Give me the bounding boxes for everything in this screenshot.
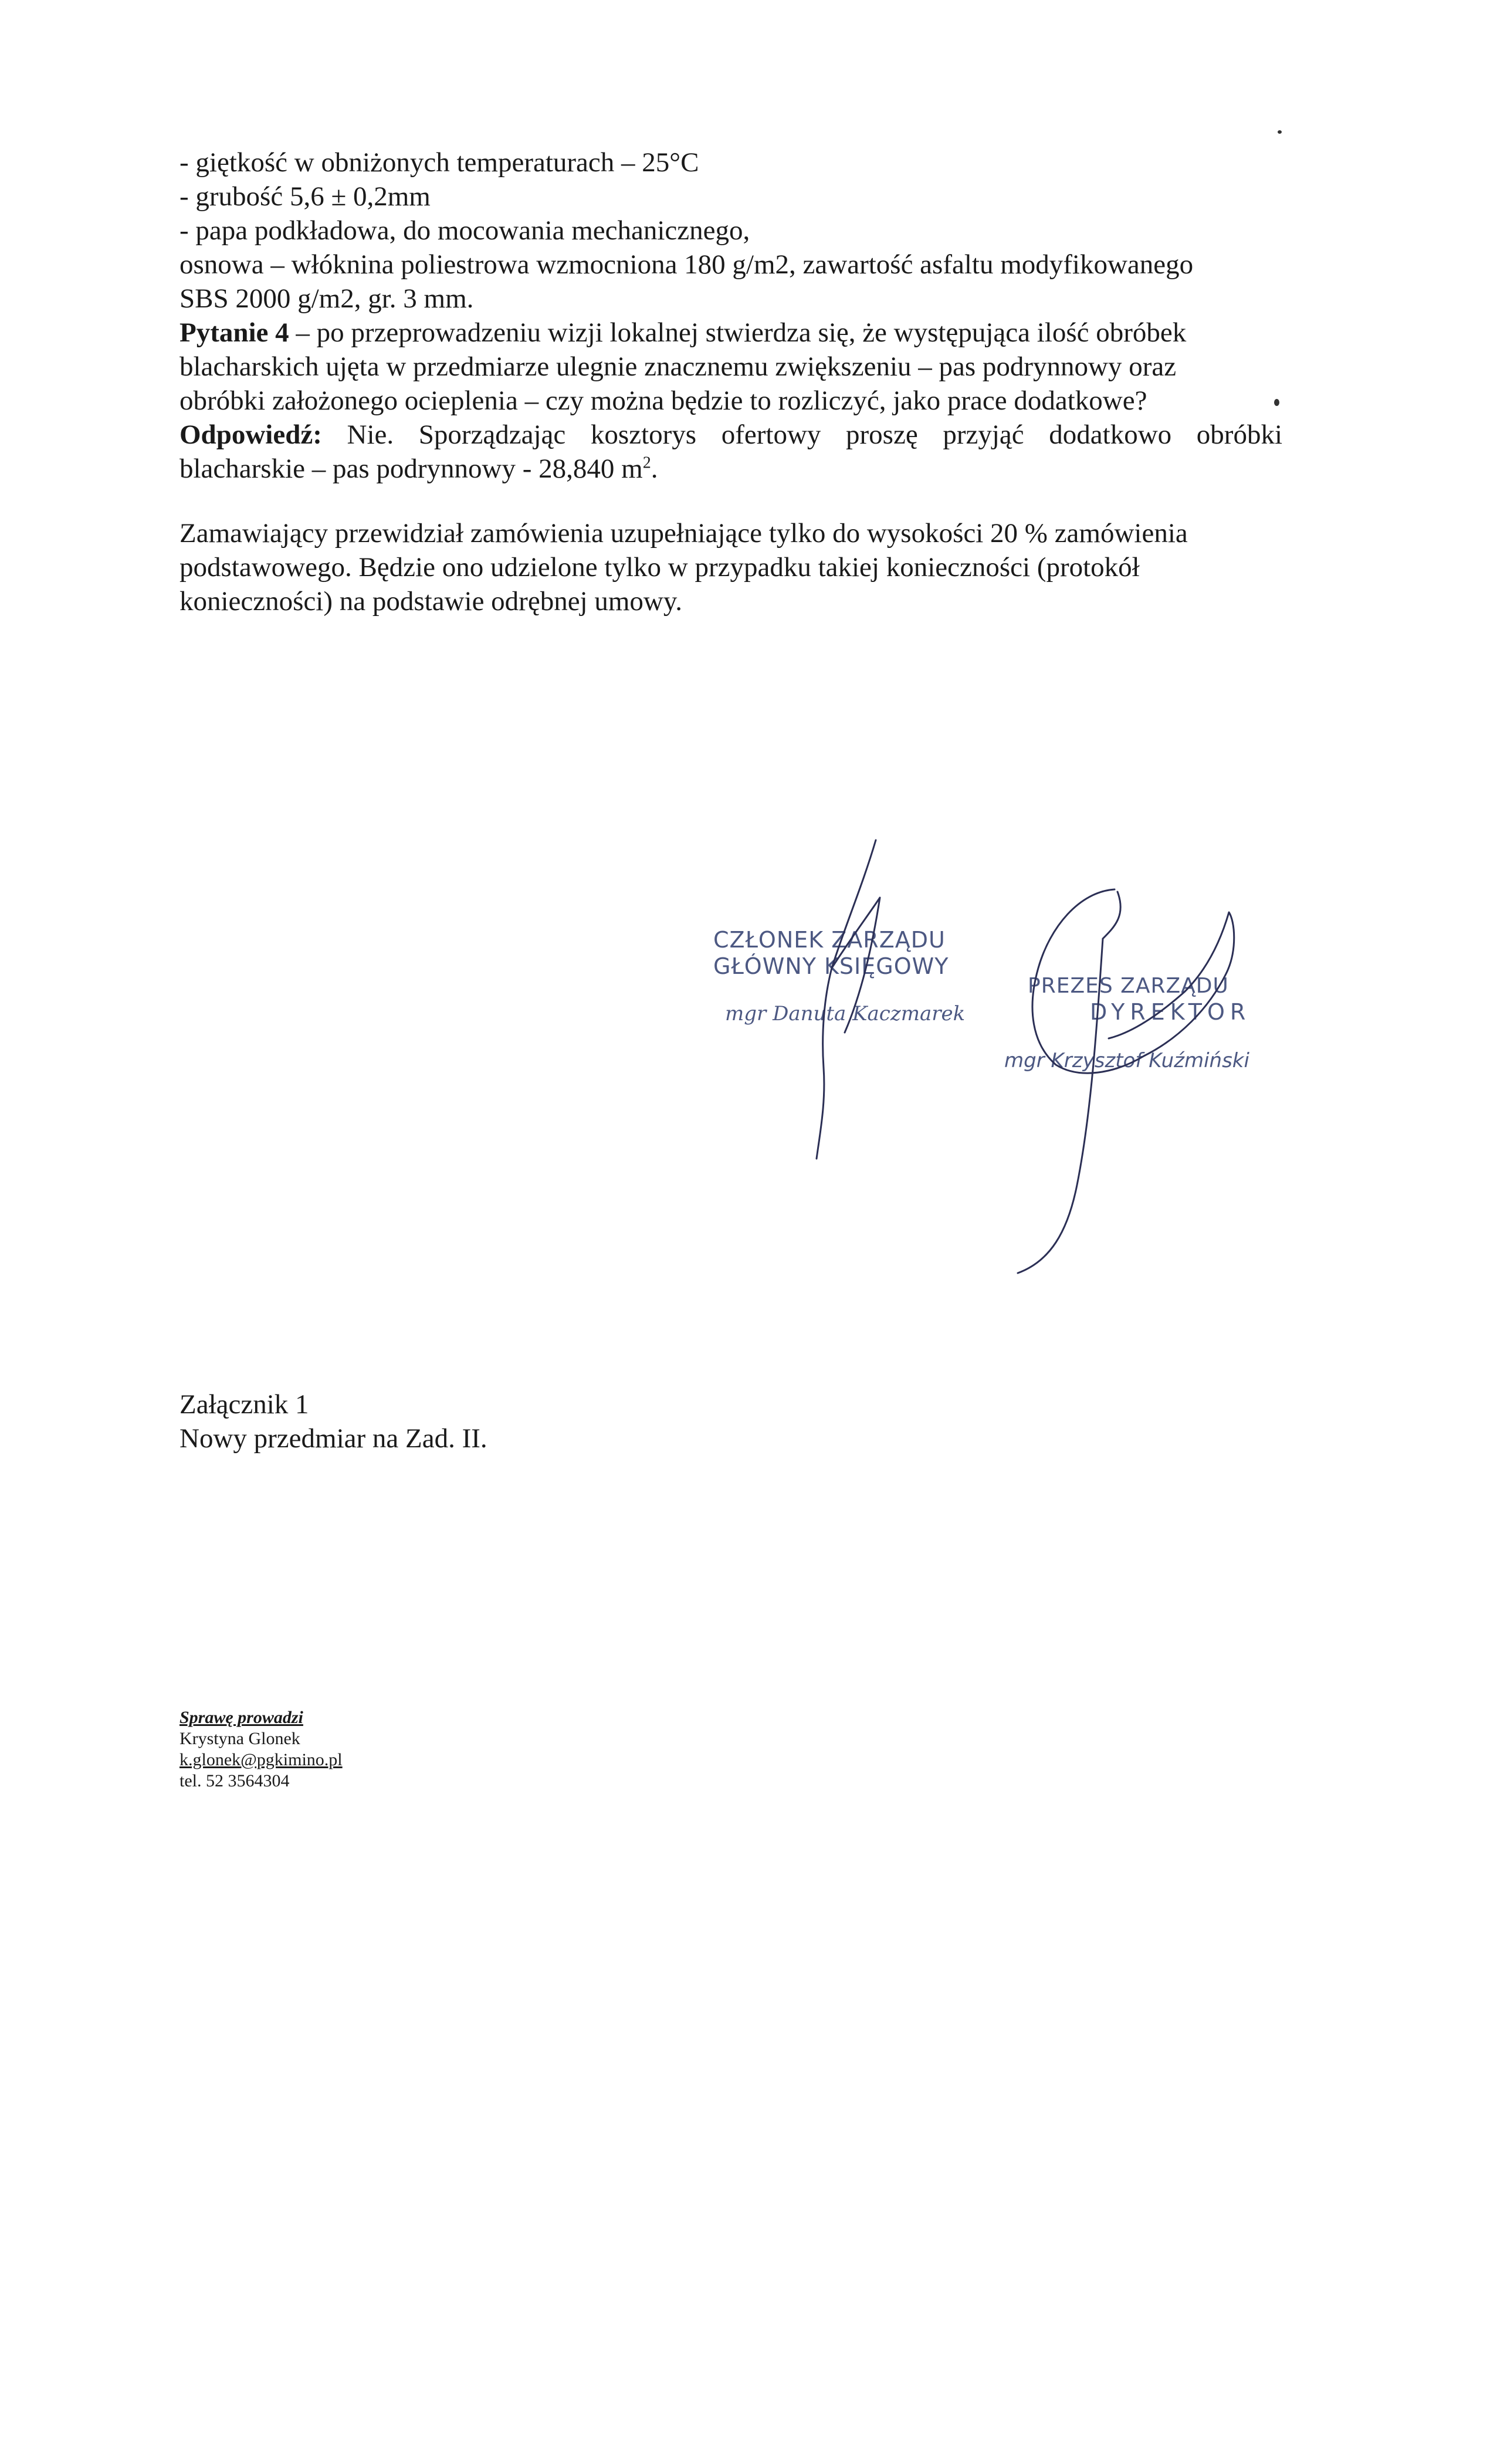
scan-speck (1274, 399, 1279, 406)
supplementary-line2: podstawowego. Będzie ono udzielone tylko w przypadku takiej konieczności (protokół (179, 552, 1140, 583)
answer-4-label: Odpowiedź: (179, 419, 322, 450)
answer-4-line2-text: blacharskie – pas podrynnowy - 28,840 m (179, 453, 643, 484)
stamp-left-name: mgr Danuta Kaczmarek (725, 1002, 966, 1025)
scan-speck (1278, 130, 1282, 134)
answer-4-unit-exponent: 2 (642, 453, 651, 472)
stamp-left-role-line1: CZŁONEK ZARZĄDU (713, 927, 946, 953)
question-4-section (179, 316, 1282, 486)
answer-4-line2 (179, 452, 1282, 486)
stamp-right-name: mgr Krzysztof Kuźmiński (1004, 1049, 1249, 1072)
contact-footer (179, 1707, 343, 1792)
stamp-right-role-line1: PREZES ZARZĄDU (1028, 974, 1229, 998)
attachment-note (179, 1387, 1282, 1456)
contact-title: Sprawę prowadzi (179, 1708, 303, 1727)
attachment-description: Nowy przedmiar na Zad. II. (179, 1423, 487, 1454)
attachment-title: Załącznik 1 (179, 1389, 309, 1420)
answer-4-text: Nie. Sporządzając kosztorys ofertowy proszę przyjąć dodatkowo obróbki (321, 419, 1282, 450)
contact-phone: tel. 52 3564304 (179, 1771, 290, 1791)
stamp-right-role-line2: DYREKTOR (1090, 999, 1251, 1025)
spec-line-base: osnowa – włóknina poliestrowa wzmocniona 180 g/m2, zawartość asfaltu modyfikowanego (179, 249, 1194, 280)
question-4-line2: blacharskich ujęta w przedmiarze ulegnie znacznemu zwiększeniu – pas podrynnowy oraz (179, 351, 1177, 382)
question-4-text: – po przeprowadzeniu wizji lokalnej stwierdza się, że występująca ilość obróbek (289, 317, 1187, 348)
signature-left (817, 840, 880, 1159)
supplementary-orders-paragraph (179, 516, 1282, 618)
question-4-label: Pytanie 4 (179, 317, 289, 348)
spec-list (179, 145, 1282, 316)
question-4-line1 (179, 316, 1282, 350)
answer-4-line1 (179, 418, 1282, 452)
signature-right (1018, 889, 1234, 1273)
stamp-left-role-line2: GŁÓWNY KSIĘGOWY (713, 953, 949, 979)
question-4-line3: obróbki założonego ocieplenia – czy można będzie to rozliczyć, jako prace dodatkowe? (179, 385, 1147, 416)
supplementary-line1: Zamawiający przewidział zamówienia uzupełniające tylko do wysokości 20 % zamówienia (179, 518, 1188, 549)
answer-4-line2-end: . (651, 453, 658, 484)
supplementary-line3: konieczności) na podstawie odrębnej umowy. (179, 586, 683, 617)
spec-line-thickness: - grubość 5,6 ± 0,2mm (179, 181, 431, 212)
spec-line-flexibility: - giętkość w obniżonych temperaturach – 25°C (179, 147, 699, 178)
contact-email-link[interactable]: k.glonek@pgkimino.pl (179, 1750, 343, 1769)
spec-line-underlay: - papa podkładowa, do mocowania mechanicznego, (179, 215, 750, 246)
spec-line-sbs: SBS 2000 g/m2, gr. 3 mm. (179, 283, 474, 314)
contact-name: Krystyna Glonek (179, 1729, 300, 1748)
